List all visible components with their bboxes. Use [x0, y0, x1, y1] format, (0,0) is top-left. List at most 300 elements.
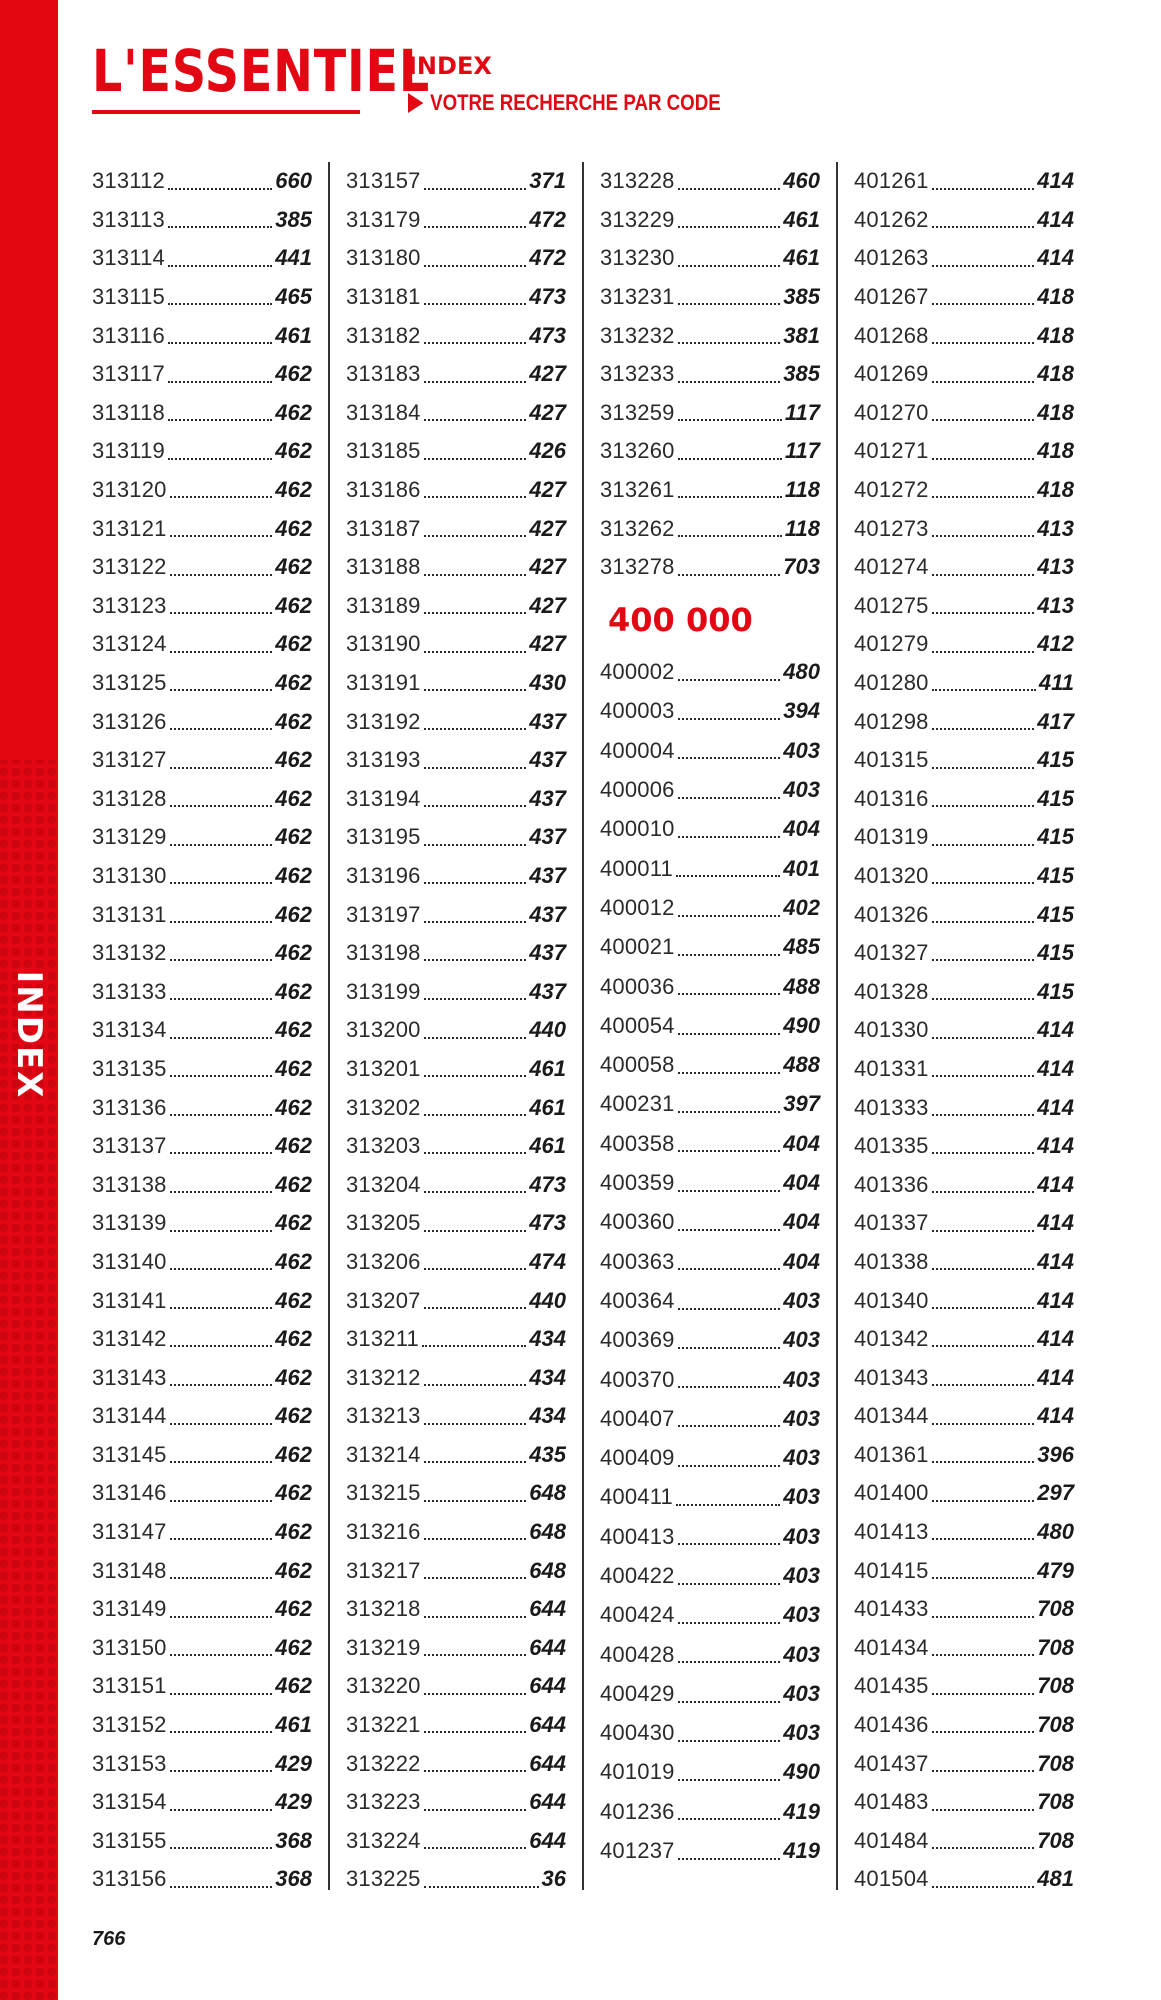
page-reference: 415	[1037, 785, 1074, 811]
dot-leader	[170, 959, 273, 961]
page-reference: 461	[275, 322, 312, 348]
page-reference: 419	[783, 1798, 820, 1824]
page-reference: 413	[1037, 554, 1074, 580]
product-code: 313230	[600, 245, 675, 271]
page-reference: 385	[783, 284, 820, 310]
page-reference: 427	[529, 515, 566, 541]
page-reference: 473	[529, 322, 566, 348]
page-reference: 461	[529, 1094, 566, 1120]
product-code: 313192	[346, 708, 421, 734]
index-entry	[600, 1124, 820, 1163]
product-code: 401413	[854, 1519, 929, 1545]
product-code: 313221	[346, 1712, 421, 1738]
index-entry	[346, 895, 566, 934]
product-code: 313122	[92, 554, 167, 580]
page-reference: 660	[275, 168, 312, 194]
index-entry	[346, 1706, 566, 1745]
page-reference: 427	[529, 399, 566, 425]
product-code: 313150	[92, 1634, 167, 1660]
dot-leader	[932, 1152, 1035, 1154]
dot-leader	[932, 1307, 1035, 1309]
index-entry	[346, 702, 566, 741]
dot-leader	[424, 1616, 527, 1618]
dot-leader	[170, 1345, 273, 1347]
page-reference: 462	[275, 1596, 312, 1622]
dot-leader	[678, 265, 781, 267]
page-reference: 462	[275, 901, 312, 927]
product-code: 313214	[346, 1441, 421, 1467]
product-code: 401484	[854, 1827, 929, 1853]
product-code: 313184	[346, 399, 421, 425]
product-code: 313228	[600, 168, 675, 194]
page-reference: 462	[275, 1287, 312, 1313]
index-entry	[854, 1513, 1074, 1552]
dot-leader	[170, 728, 273, 730]
header-subtitle-text: VOTRE RECHERCHE PAR CODE	[430, 90, 721, 115]
product-code: 313126	[92, 708, 167, 734]
page-reference: 462	[275, 1017, 312, 1043]
page-reference: 473	[529, 1171, 566, 1197]
index-entry	[92, 1822, 312, 1861]
dot-leader	[424, 419, 527, 421]
product-code: 313260	[600, 438, 675, 464]
index-entry	[854, 201, 1074, 240]
product-code: 313223	[346, 1789, 421, 1815]
page-reference: 414	[1037, 1210, 1074, 1236]
product-code: 313112	[92, 168, 165, 194]
product-code: 313144	[92, 1403, 167, 1429]
index-entry	[346, 1011, 566, 1050]
page-reference: 403	[783, 1287, 820, 1313]
product-code: 401504	[854, 1866, 929, 1892]
dot-leader	[424, 1538, 527, 1540]
index-entry	[854, 1127, 1074, 1166]
product-code: 313133	[92, 978, 167, 1004]
product-code: 313179	[346, 206, 421, 232]
product-code: 401275	[854, 592, 929, 618]
dot-leader	[170, 998, 273, 1000]
dot-leader	[678, 303, 781, 305]
product-code: 313215	[346, 1480, 421, 1506]
column-divider	[582, 162, 584, 1890]
index-entry	[346, 509, 566, 548]
index-entry	[346, 857, 566, 896]
page-reference: 488	[783, 973, 820, 999]
index-entry	[346, 471, 566, 510]
product-code: 401328	[854, 978, 929, 1004]
index-entry	[92, 1706, 312, 1745]
page-reference: 404	[783, 1248, 820, 1274]
product-code: 401269	[854, 361, 929, 387]
page-reference: 490	[783, 1759, 820, 1785]
dot-leader	[932, 959, 1035, 961]
index-entry	[92, 278, 312, 317]
product-code: 401335	[854, 1133, 929, 1159]
index-entry	[854, 1011, 1074, 1050]
index-entry	[92, 1629, 312, 1668]
product-code: 313189	[346, 592, 421, 618]
product-code: 401338	[854, 1248, 929, 1274]
index-entry	[92, 895, 312, 934]
product-code: 401236	[600, 1798, 675, 1824]
dot-leader	[932, 574, 1035, 576]
page-reference: 414	[1037, 1094, 1074, 1120]
index-entry	[346, 818, 566, 857]
page-reference: 413	[1037, 515, 1074, 541]
index-entry	[600, 316, 820, 355]
dot-leader	[932, 496, 1035, 498]
dot-leader	[678, 1740, 781, 1742]
page-reference: 461	[783, 245, 820, 271]
dot-leader	[932, 651, 1035, 653]
dot-leader	[932, 1577, 1035, 1579]
product-code: 313149	[92, 1596, 167, 1622]
index-entry	[600, 1242, 820, 1281]
index-entry	[600, 162, 820, 201]
dot-leader	[932, 1461, 1035, 1463]
product-code: 313218	[346, 1596, 421, 1622]
product-code: 313181	[346, 284, 421, 310]
index-entry	[600, 731, 820, 770]
dot-leader	[678, 458, 782, 460]
dot-leader	[932, 1770, 1035, 1772]
page-reference: 415	[1037, 901, 1074, 927]
dot-leader	[424, 612, 527, 614]
product-code: 313185	[346, 438, 421, 464]
page-reference: 462	[275, 670, 312, 696]
dot-leader	[170, 535, 273, 537]
product-code: 313155	[92, 1827, 167, 1853]
page-reference: 415	[1037, 978, 1074, 1004]
product-code: 313207	[346, 1287, 421, 1313]
index-entry	[600, 1203, 820, 1242]
product-code: 400021	[600, 934, 675, 960]
page-reference: 462	[275, 708, 312, 734]
page-reference: 473	[529, 284, 566, 310]
dot-leader	[932, 1886, 1035, 1888]
page-reference: 488	[783, 1052, 820, 1078]
dot-leader	[168, 458, 272, 460]
index-entry	[92, 1320, 312, 1359]
index-entry	[346, 1436, 566, 1475]
product-code: 400004	[600, 737, 675, 763]
product-code: 313216	[346, 1519, 421, 1545]
dot-leader	[424, 303, 527, 305]
product-code: 313151	[92, 1673, 167, 1699]
side-label: INDEX	[9, 970, 49, 1100]
page-reference: 403	[783, 737, 820, 763]
product-code: 313138	[92, 1171, 167, 1197]
index-entry	[346, 1860, 566, 1899]
dot-leader	[678, 1190, 781, 1192]
dot-leader	[932, 689, 1036, 691]
index-entry	[854, 587, 1074, 626]
page-reference: 396	[1037, 1441, 1074, 1467]
product-code: 313154	[92, 1789, 167, 1815]
index-entry	[854, 1822, 1074, 1861]
page-reference: 462	[275, 862, 312, 888]
page-reference: 403	[783, 1327, 820, 1353]
dot-leader	[424, 458, 527, 460]
dot-leader	[932, 226, 1035, 228]
product-code: 313130	[92, 862, 167, 888]
product-code: 313232	[600, 322, 675, 348]
dot-leader	[932, 188, 1035, 190]
index-entry	[854, 239, 1074, 278]
index-entry	[600, 1753, 820, 1792]
index-entry	[600, 548, 820, 587]
dot-leader	[678, 1583, 781, 1585]
column-divider	[328, 162, 330, 1890]
index-entry	[600, 432, 820, 471]
product-code: 401344	[854, 1403, 929, 1429]
dot-leader	[678, 915, 781, 917]
index-entry	[854, 818, 1074, 857]
product-code: 400422	[600, 1563, 675, 1588]
header-subtitle	[408, 90, 721, 116]
product-code: 313113	[92, 206, 165, 232]
product-code: 401319	[854, 824, 929, 850]
dot-leader	[932, 1345, 1035, 1347]
index-entry	[346, 780, 566, 819]
page-reference: 708	[1037, 1634, 1074, 1660]
dot-leader	[932, 1538, 1035, 1540]
page-reference: 403	[783, 1720, 820, 1746]
product-code: 313115	[92, 284, 165, 310]
product-code: 401270	[854, 399, 929, 425]
dot-leader	[422, 1345, 526, 1347]
index-entry	[600, 810, 820, 849]
page-reference: 703	[783, 554, 820, 580]
dot-leader	[424, 1654, 527, 1656]
product-code: 313131	[92, 901, 167, 927]
page-reference: 462	[275, 515, 312, 541]
dot-leader	[932, 844, 1035, 846]
product-code: 313135	[92, 1055, 167, 1081]
product-code: 401268	[854, 322, 929, 348]
index-entry	[600, 1321, 820, 1360]
dot-leader	[424, 728, 527, 730]
dot-leader	[170, 1037, 273, 1039]
page-reference: 403	[783, 1445, 820, 1471]
product-code: 401361	[854, 1441, 929, 1467]
index-entry	[92, 972, 312, 1011]
dot-leader	[932, 1616, 1035, 1618]
product-code: 313187	[346, 515, 421, 541]
product-code: 400360	[600, 1209, 675, 1235]
product-code: 313147	[92, 1519, 167, 1545]
page-reference: 418	[1037, 477, 1074, 503]
dot-leader	[678, 1308, 781, 1310]
page-reference: 414	[1037, 245, 1074, 271]
product-code: 313124	[92, 631, 167, 657]
page-reference: 465	[275, 284, 312, 310]
product-code: 401337	[854, 1210, 929, 1236]
product-code: 313137	[92, 1133, 167, 1159]
dot-leader	[168, 226, 272, 228]
product-code: 313261	[600, 477, 675, 503]
dot-leader	[170, 1654, 273, 1656]
dot-leader	[678, 1033, 781, 1035]
page-reference: 403	[783, 1405, 820, 1431]
product-code: 401400	[854, 1480, 929, 1506]
dot-leader	[170, 1075, 273, 1077]
index-entry	[854, 394, 1074, 433]
index-entry	[600, 1556, 820, 1595]
page-reference: 414	[1037, 1171, 1074, 1197]
index-entry	[600, 692, 820, 731]
dot-leader	[424, 1075, 527, 1077]
dot-leader	[932, 458, 1035, 460]
page-reference: 403	[783, 1602, 820, 1628]
index-entry	[854, 1590, 1074, 1629]
page-reference: 414	[1037, 1133, 1074, 1159]
page-reference: 441	[275, 245, 312, 271]
product-code: 400430	[600, 1720, 675, 1746]
dot-leader	[170, 1847, 273, 1849]
dot-leader	[168, 188, 272, 190]
dot-leader	[424, 1731, 527, 1733]
product-code: 313231	[600, 284, 675, 310]
product-code: 400006	[600, 777, 675, 803]
product-code: 313198	[346, 940, 421, 966]
index-entry	[600, 653, 820, 692]
dot-leader	[932, 1693, 1035, 1695]
index-entry	[600, 1399, 820, 1438]
product-code: 313204	[346, 1171, 421, 1197]
page-reference: 297	[1037, 1480, 1074, 1506]
product-code: 401315	[854, 747, 929, 773]
product-code: 400428	[600, 1641, 675, 1667]
page-reference: 437	[529, 824, 566, 850]
dot-leader	[168, 303, 272, 305]
dot-leader	[932, 1075, 1035, 1077]
dot-leader	[424, 1152, 527, 1154]
page-reference: 418	[1037, 399, 1074, 425]
index-entry	[346, 548, 566, 587]
index-entry	[854, 1551, 1074, 1590]
index-entry	[92, 1243, 312, 1282]
index-entry	[346, 162, 566, 201]
index-entry	[854, 1629, 1074, 1668]
page-reference: 462	[275, 1326, 312, 1352]
page-reference: 462	[275, 477, 312, 503]
index-entry	[854, 471, 1074, 510]
index-column-1	[92, 162, 312, 1899]
page-reference: 648	[529, 1557, 566, 1583]
dot-leader	[424, 689, 527, 691]
page-reference: 427	[529, 592, 566, 618]
dot-leader	[678, 1150, 781, 1152]
dot-leader	[424, 998, 527, 1000]
dot-leader	[170, 1731, 273, 1733]
dot-leader	[678, 1111, 781, 1113]
page-reference: 414	[1037, 1403, 1074, 1429]
page-reference: 403	[783, 1563, 820, 1588]
index-entry	[92, 1281, 312, 1320]
page-reference: 644	[529, 1712, 566, 1738]
index-entry	[92, 664, 312, 703]
product-code: 313183	[346, 361, 421, 387]
index-entry	[92, 548, 312, 587]
product-code: 401342	[854, 1326, 929, 1352]
page-reference: 404	[783, 1170, 820, 1196]
dot-leader	[932, 342, 1035, 344]
product-code: 401274	[854, 554, 929, 580]
index-entry	[854, 509, 1074, 548]
dot-leader	[678, 535, 782, 537]
product-code: 313140	[92, 1248, 167, 1274]
page-reference: 117	[784, 399, 820, 425]
dot-leader	[678, 1818, 781, 1820]
page-reference: 117	[784, 438, 820, 464]
product-code: 400054	[600, 1012, 675, 1038]
dot-leader	[170, 1616, 273, 1618]
page-reference: 414	[1037, 206, 1074, 232]
product-code: 400358	[600, 1130, 675, 1156]
dot-leader	[424, 342, 527, 344]
dot-leader	[678, 954, 781, 956]
index-entry	[600, 770, 820, 809]
product-code: 401280	[854, 670, 929, 696]
index-entry	[92, 1011, 312, 1050]
dot-leader	[678, 574, 781, 576]
page-reference: 418	[1037, 284, 1074, 310]
dot-leader	[170, 612, 273, 614]
page-reference: 440	[529, 1287, 566, 1313]
index-entry	[92, 471, 312, 510]
page-reference: 462	[275, 1364, 312, 1390]
dot-leader	[676, 1504, 780, 1506]
dot-leader	[424, 651, 527, 653]
index-entry	[600, 1163, 820, 1202]
product-code: 313132	[92, 940, 167, 966]
index-entry	[92, 818, 312, 857]
index-entry	[600, 239, 820, 278]
page-reference: 708	[1037, 1712, 1074, 1738]
index-entry	[854, 780, 1074, 819]
dot-leader	[168, 342, 272, 344]
product-code: 400002	[600, 659, 675, 685]
dot-leader	[170, 1423, 273, 1425]
index-entry	[600, 509, 820, 548]
dot-leader	[932, 612, 1035, 614]
index-entry	[854, 316, 1074, 355]
column-divider	[836, 162, 838, 1890]
dot-leader	[424, 767, 527, 769]
page-reference: 414	[1037, 168, 1074, 194]
dot-leader	[678, 993, 781, 995]
product-code: 401331	[854, 1055, 929, 1081]
page-reference: 437	[529, 862, 566, 888]
page-reference: 440	[529, 1017, 566, 1043]
page-reference: 708	[1037, 1673, 1074, 1699]
index-entry	[346, 1320, 566, 1359]
product-code: 313233	[600, 361, 675, 387]
product-code: 313118	[92, 399, 165, 425]
index-entry	[346, 239, 566, 278]
product-code: 313259	[600, 399, 675, 425]
index-entry	[346, 355, 566, 394]
product-code: 401237	[600, 1838, 675, 1864]
dot-leader	[678, 1386, 781, 1388]
index-entry	[854, 1706, 1074, 1745]
dot-leader	[932, 882, 1035, 884]
index-entry	[92, 1783, 312, 1822]
page-reference: 394	[783, 698, 820, 724]
page-reference: 708	[1037, 1596, 1074, 1622]
page-reference: 415	[1037, 747, 1074, 773]
